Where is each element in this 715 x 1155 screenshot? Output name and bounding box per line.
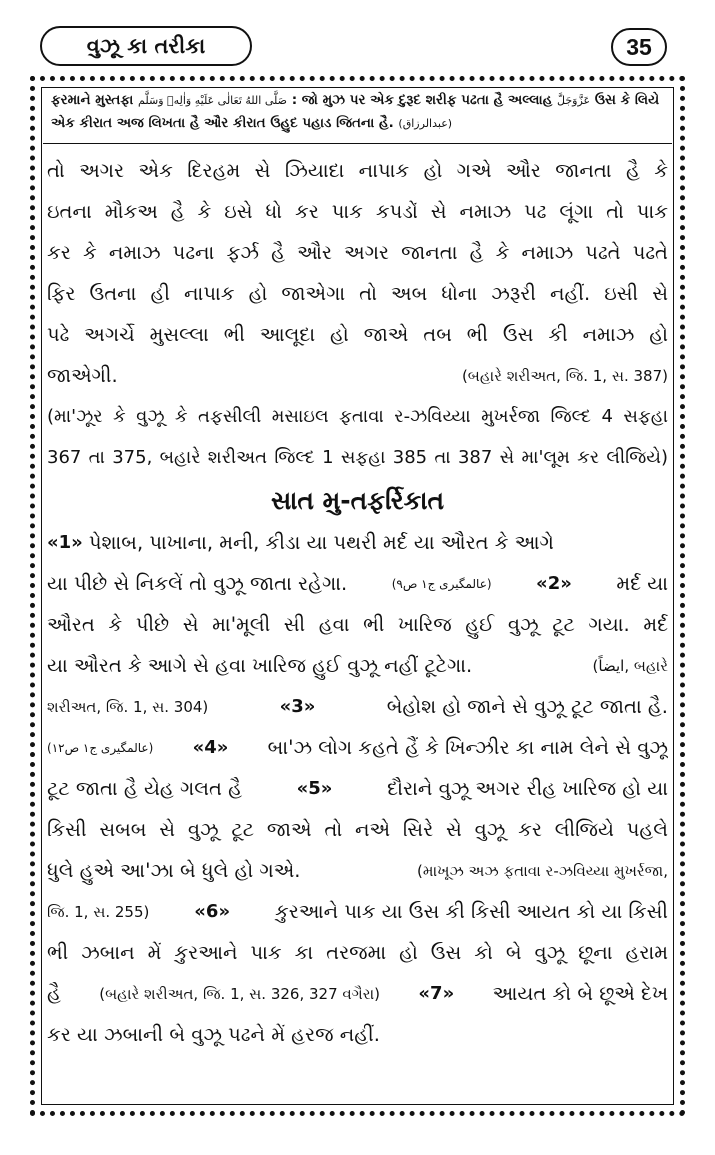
item-text: ધુલે હુએ આ'ઝા બે ધુલે હો ગએ.: [47, 859, 301, 882]
item-line: [47, 1015, 668, 1055]
hadith-divider: [43, 143, 672, 144]
note-line: (મા'ઝૂર કે વુઝૂ કે તફસીલી મસાઇલ ફતાવા ર-ઝવિય્યા મુખર્રજા જિલ્દ 4 સફહા: [47, 406, 668, 427]
item-number: « 4 »: [193, 728, 229, 768]
item-text: ટૂટ જાતા હૈ યેહ ગલત હૈ: [47, 777, 242, 800]
item-number: « 3 »: [280, 687, 316, 727]
hadith-text-1: : જો મુઝ પર એક દુરૂદ શરીફ પઢતા હૈ અલ્લાહ: [291, 92, 553, 108]
item-number: « 6 »: [194, 892, 230, 932]
text-line: તો અગર એક દિરહમ સે ઝિયાદા નાપાક હો ગએ ઔર જાનતા હૈ કે: [47, 159, 668, 182]
page-number: 35: [611, 28, 667, 66]
item-line: [47, 769, 668, 809]
item-line: ભી ઝબાન મેં કુરઆને પાક કા તરજમા હો ઉસ કો બે વુઝૂ છૂના હરામ: [47, 941, 668, 964]
citation: (બહારે શરીઅત, જિ. 1, સ. 326, 327 વગૈરા): [99, 985, 380, 1003]
item-line: [47, 851, 668, 891]
citation: જિ. 1, સ. 255): [47, 903, 150, 921]
page-frame: [30, 76, 685, 1116]
item-line: [47, 974, 668, 1014]
text-line: પઢે અગર્ચે મુસલ્લા ભી આલૂદા હો જાએ તબ ભી ઉસ કી નમાઝ હો: [47, 323, 668, 346]
hadith-text-3: અજ લિખતા હૈ ઔર કીરાત ઉહુદ પહાડ જિતના હૈ.: [116, 115, 394, 131]
text-line: કર કે નમાઝ પઢના ફર્ઝ હૈ ઔર અગર જાનતા હૈ કે નમાઝ પઢતે પઢતે: [47, 241, 668, 264]
item-text: યા ઔરત કે આગે સે હવા ખારિજ હુઈ વુઝૂ નહીં ટૂટેગા.: [47, 654, 473, 677]
item-line: [47, 687, 668, 727]
item-text: બા'ઝ લોગ કહતે હૈં કે ખિન્ઝીર કા નામ લેને સે વુઝૂ: [267, 736, 668, 759]
section-heading: સાત મુ-તફર્રિકાત: [270, 486, 445, 515]
text-line: ફિર ઉતના હી નાપાક હો જાએગા તો અબ ધોના ઝરૂરી નહીં. ઇસી સે: [47, 282, 668, 305]
item-line: [47, 523, 668, 563]
item-number: « 5 »: [297, 769, 333, 809]
item-number: « 7 »: [418, 974, 454, 1014]
citation: (માખૂઝ અઝ ફતાવા ર-ઝવિય્યા મુખર્રજા,: [417, 862, 668, 880]
item-text: યા પીછે સે નિકલેં તો વુઝૂ જાતા રહેગા.: [47, 572, 348, 595]
page-body: [47, 151, 668, 1101]
item-line: [47, 728, 668, 768]
note-line: 367 તા 375, બહારે શરીઅત જિલ્દ 1 સફહા 385 તા 387 સે મા'લૂમ કર લીજિયે): [47, 447, 668, 468]
citation: શરીઅત, જિ. 1, સ. 304): [47, 698, 209, 716]
hadith-source: (عبدالرزاق): [398, 117, 453, 130]
hadith-text-2: ઉસ કે લિયે એક કીરાત: [51, 92, 660, 131]
item-line: [47, 646, 668, 686]
item-text: હૈ: [47, 982, 61, 1005]
citation: (બહારે શરીઅત, જિ. 1, સ. 387): [461, 367, 668, 385]
line-text: જાએગી.: [47, 364, 118, 387]
hadith-banner: [51, 89, 666, 139]
item-text: પેશાબ, પાખાના, મની, કીડા યા પથરી મર્દ યા ઔરત કે આગે: [88, 531, 554, 554]
item-text: બેહોશ હો જાને સે વુઝૂ ટૂટ જાતા હૈ.: [386, 695, 668, 718]
citation: (عالمگیری ج۱ ص۱۲): [47, 741, 154, 755]
hadith-azza: عَزَّوَجَلَّ: [557, 94, 591, 107]
hadith-lead: ફરમાને મુસ્તફા: [51, 92, 134, 108]
item-line: કિસી સબબ સે વુઝૂ ટૂટ જાએ તો નએ સિરે સે વુઝૂ કર લીજિયે પહલે: [47, 818, 668, 841]
item-number: « 1 »: [47, 523, 83, 563]
citation: (عالمگیری ج۱ ص۹): [391, 577, 492, 591]
text-line: ઇતના મૌકઅ હૈ કે ઇસે ધો કર પાક કપડોં સે નમાઝ પઢ લૂંગા તો પાક: [47, 200, 668, 223]
citation: (ایضاً, બહારે: [592, 657, 668, 675]
item-text: મર્દ યા: [616, 572, 668, 595]
item-text: કુરઆને પાક યા ઉસ કી કિસી આયત કો યા કિસી: [275, 900, 668, 923]
item-line: ઔરત કે પીછે સે મા'મૂલી સી હવા ભી ખારિજ હુઈ વુઝૂ ટૂટ ગયા. મર્દ: [47, 613, 668, 636]
item-text: દૌરાને વુઝૂ અગર રીહ ખારિજ હો યા: [387, 777, 668, 800]
text-line: [47, 356, 668, 396]
item-text: કર યા ઝબાની બે વુઝૂ પઢને મેં હરજ નહીં.: [47, 1023, 380, 1046]
hadith-salawat: صَلَّى اللهُ تَعَالٰی عَلَيْهِ وَاٰلِهٖ وَسَلَّم: [138, 94, 287, 107]
chapter-title: વુઝૂ કા તરીકા: [40, 26, 252, 66]
item-text: આયત કો બે છૂએ દેખ: [492, 982, 668, 1005]
item-number: « 2 »: [536, 564, 572, 604]
item-line: [47, 564, 668, 604]
item-line: [47, 892, 668, 932]
